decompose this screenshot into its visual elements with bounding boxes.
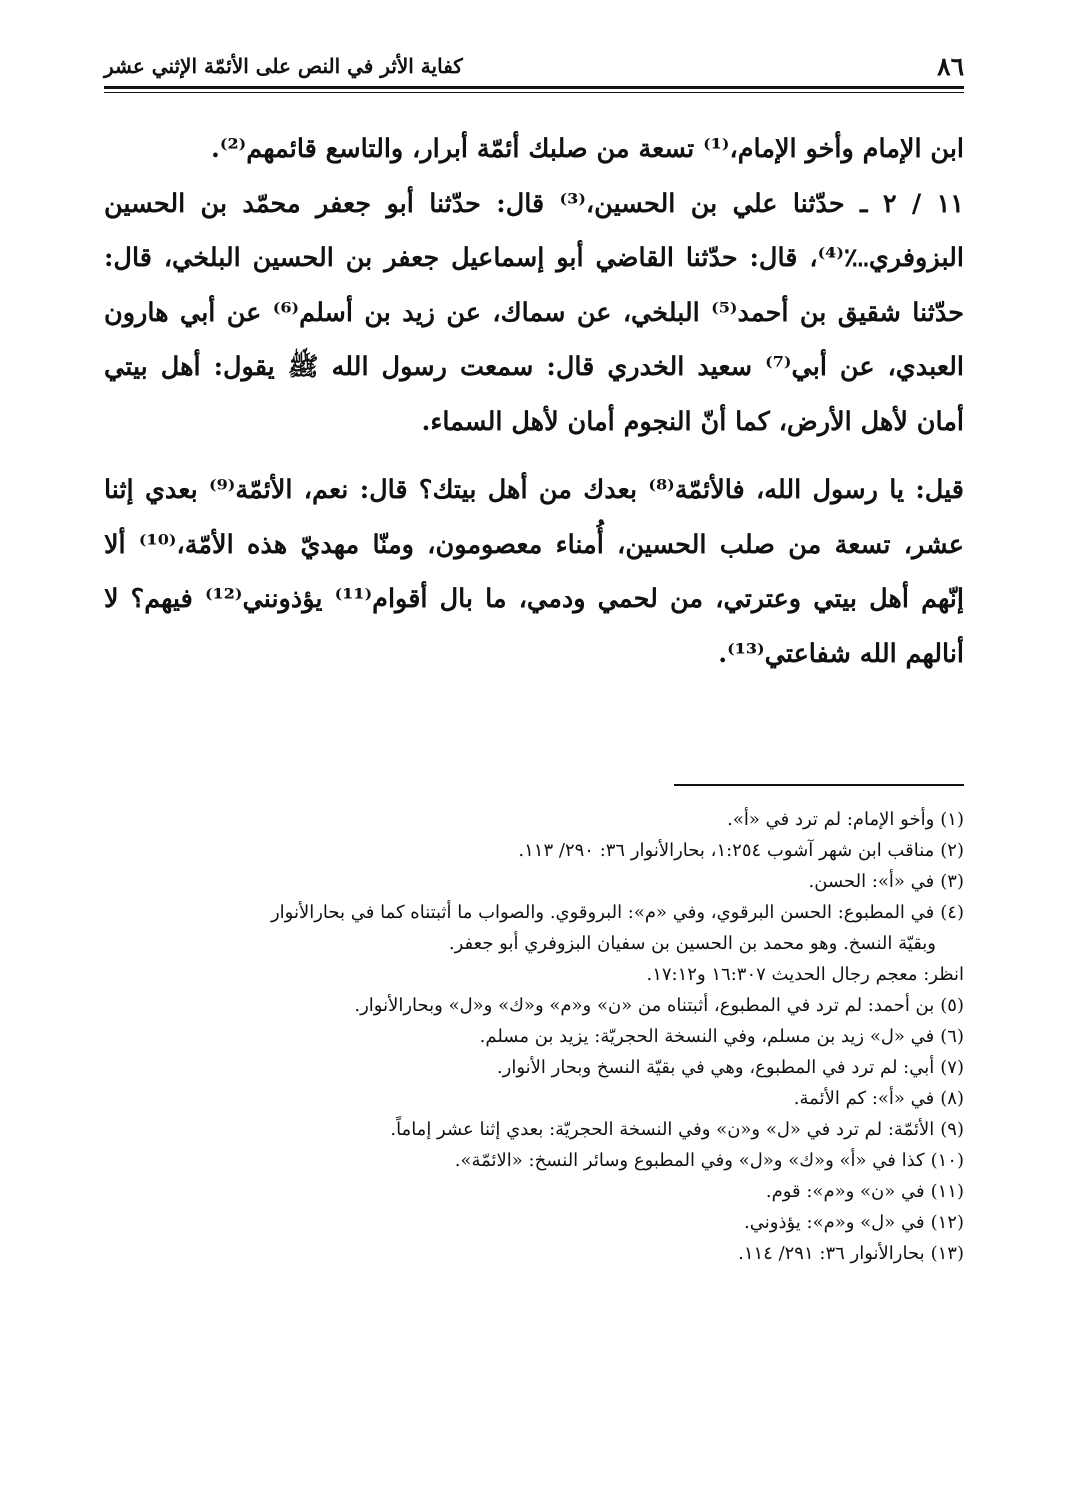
paragraph: ابن الإمام وأخو الإمام،⁽¹⁾ تسعة من صلبك أئمّة أبرار، والتاسع قائمهم⁽²⁾. <box>211 134 964 164</box>
footnote-number: (٨) <box>940 1088 964 1109</box>
paragraph: ١١ / ٢ ـ حدّثنا علي بن الحسين،⁽³⁾ قال: حدّثنا أبو جعفر محمّد بن الحسين البزوفري؊⁽⁴⁾، قال: حدّثنا القاضي أبو إسماعيل جعفر بن الحسين البلخي، قال: حدّثنا شقيق بن أحمد⁽⁵⁾ البلخي، عن سماك، عن زيد بن أسلم⁽⁶⁾ عن أبي هارون العبدي، عن أبي⁽⁷⁾ سعيد الخدري قال: سمعت رسول الله ﷺ يقول: أهل بيتي أمان لأهل الأرض، كما أنّ النجوم أمان لأهل السماء. <box>104 188 964 437</box>
footnote <box>104 835 964 866</box>
footnote <box>104 1207 964 1238</box>
footnote-number: (١٣) <box>930 1243 964 1264</box>
footnote-number: (١) <box>940 809 964 830</box>
footnote-reference: انظر: معجم رجال الحديث ١٦:٣٠٧ و١٧:١٢. <box>646 964 964 985</box>
footnote-text: بحارالأنوار ٣٦: ٢٩١/ ١١٤. <box>738 1243 925 1264</box>
footnote-number: (٢) <box>940 840 964 861</box>
footnote-text: الأئمّة: لم ترد في «ل» و«ن» وفي النسخة الحجريّة: بعدي إثنا عشر إماماً. <box>390 1119 935 1140</box>
footnote <box>104 866 964 897</box>
footnote <box>104 1145 964 1176</box>
page-header <box>104 52 964 80</box>
page-number: ٨٦ <box>937 52 964 81</box>
footnote <box>104 1114 964 1145</box>
footnote-separator <box>674 784 964 786</box>
footnote <box>104 1238 964 1269</box>
footnote-number: (٧) <box>940 1057 964 1078</box>
footnote-text: وأخو الإمام: لم ترد في «أ». <box>727 809 935 830</box>
footnote-text: في «أ»: كم الأئمة. <box>793 1088 935 1109</box>
main-text <box>104 122 964 681</box>
footnote <box>104 1176 964 1207</box>
footnote <box>104 897 964 928</box>
footnote-number: (١٢) <box>930 1212 964 1233</box>
footnote-text: أبي: لم ترد في المطبوع، وهي في بقيّة النسخ وبحار الأنوار. <box>496 1057 935 1078</box>
footnote-number: (٩) <box>940 1119 964 1140</box>
footnote-text: كذا في «أ» و«ك» و«ل» وفي المطبوع وسائر النسخ: «الائمّة». <box>454 1150 925 1171</box>
footnote-number: (٣) <box>940 871 964 892</box>
header-rule-thick <box>104 86 964 89</box>
footnote <box>104 990 964 1021</box>
footnote-number: (٤) <box>940 902 964 923</box>
footnote-continuation: وبقيّة النسخ. وهو محمد بن الحسين بن سفيان البزوفري أبو جعفر. <box>448 933 936 954</box>
footnote-number: (١١) <box>930 1181 964 1202</box>
footnotes <box>104 804 964 1269</box>
running-title: كفاية الأثر في النص على الأئمّة الإثني عشر <box>104 54 463 78</box>
paragraph: قيل: يا رسول الله، فالأئمّة⁽⁸⁾ بعدك من أهل بيتك؟ قال: نعم، الأئمّة⁽⁹⁾ بعدي إثنا عشر، تسعة من صلب الحسين، أُمناء معصومون، ومنّا مهديّ هذه الأمّة،⁽¹⁰⁾ ألا إنّهم أهل بيتي وعترتي، من لحمي ودمي، ما بال أقوام⁽¹¹⁾ يؤذونني⁽¹²⁾ فيهم؟ لا أنالهم الله شفاعتي⁽¹³⁾. <box>104 475 964 669</box>
footnote-text: في «ل» و«م»: يؤذوني. <box>744 1212 925 1233</box>
header-rule-thin <box>104 92 964 93</box>
footnote <box>104 804 964 835</box>
footnote-text: في «أ»: الحسن. <box>808 871 935 892</box>
footnote-number: (٥) <box>940 995 964 1016</box>
footnote <box>104 1052 964 1083</box>
footnote <box>104 1083 964 1114</box>
footnote-number: (١٠) <box>930 1150 964 1171</box>
footnote-text: في «ل» زيد بن مسلم، وفي النسخة الحجريّة: يزيد بن مسلم. <box>479 1026 935 1047</box>
footnote-text: بن أحمد: لم ترد في المطبوع، أثبتناه من «ن» و«م» و«ك» و«ل» وبحارالأنوار. <box>354 995 935 1016</box>
footnote-text: في «ن» و«م»: قوم. <box>765 1181 925 1202</box>
footnote-number: (٦) <box>940 1026 964 1047</box>
footnote <box>104 1021 964 1052</box>
footnote-text: مناقب ابن شهر آشوب ١:٢٥٤، بحارالأنوار ٣٦: ٢٩٠/ ١١٣. <box>518 840 935 861</box>
footnote-text: في المطبوع: الحسن البرقوي، وفي «م»: البروقوي. والصواب ما أثبتناه كما في بحارالأنوار <box>270 902 935 923</box>
